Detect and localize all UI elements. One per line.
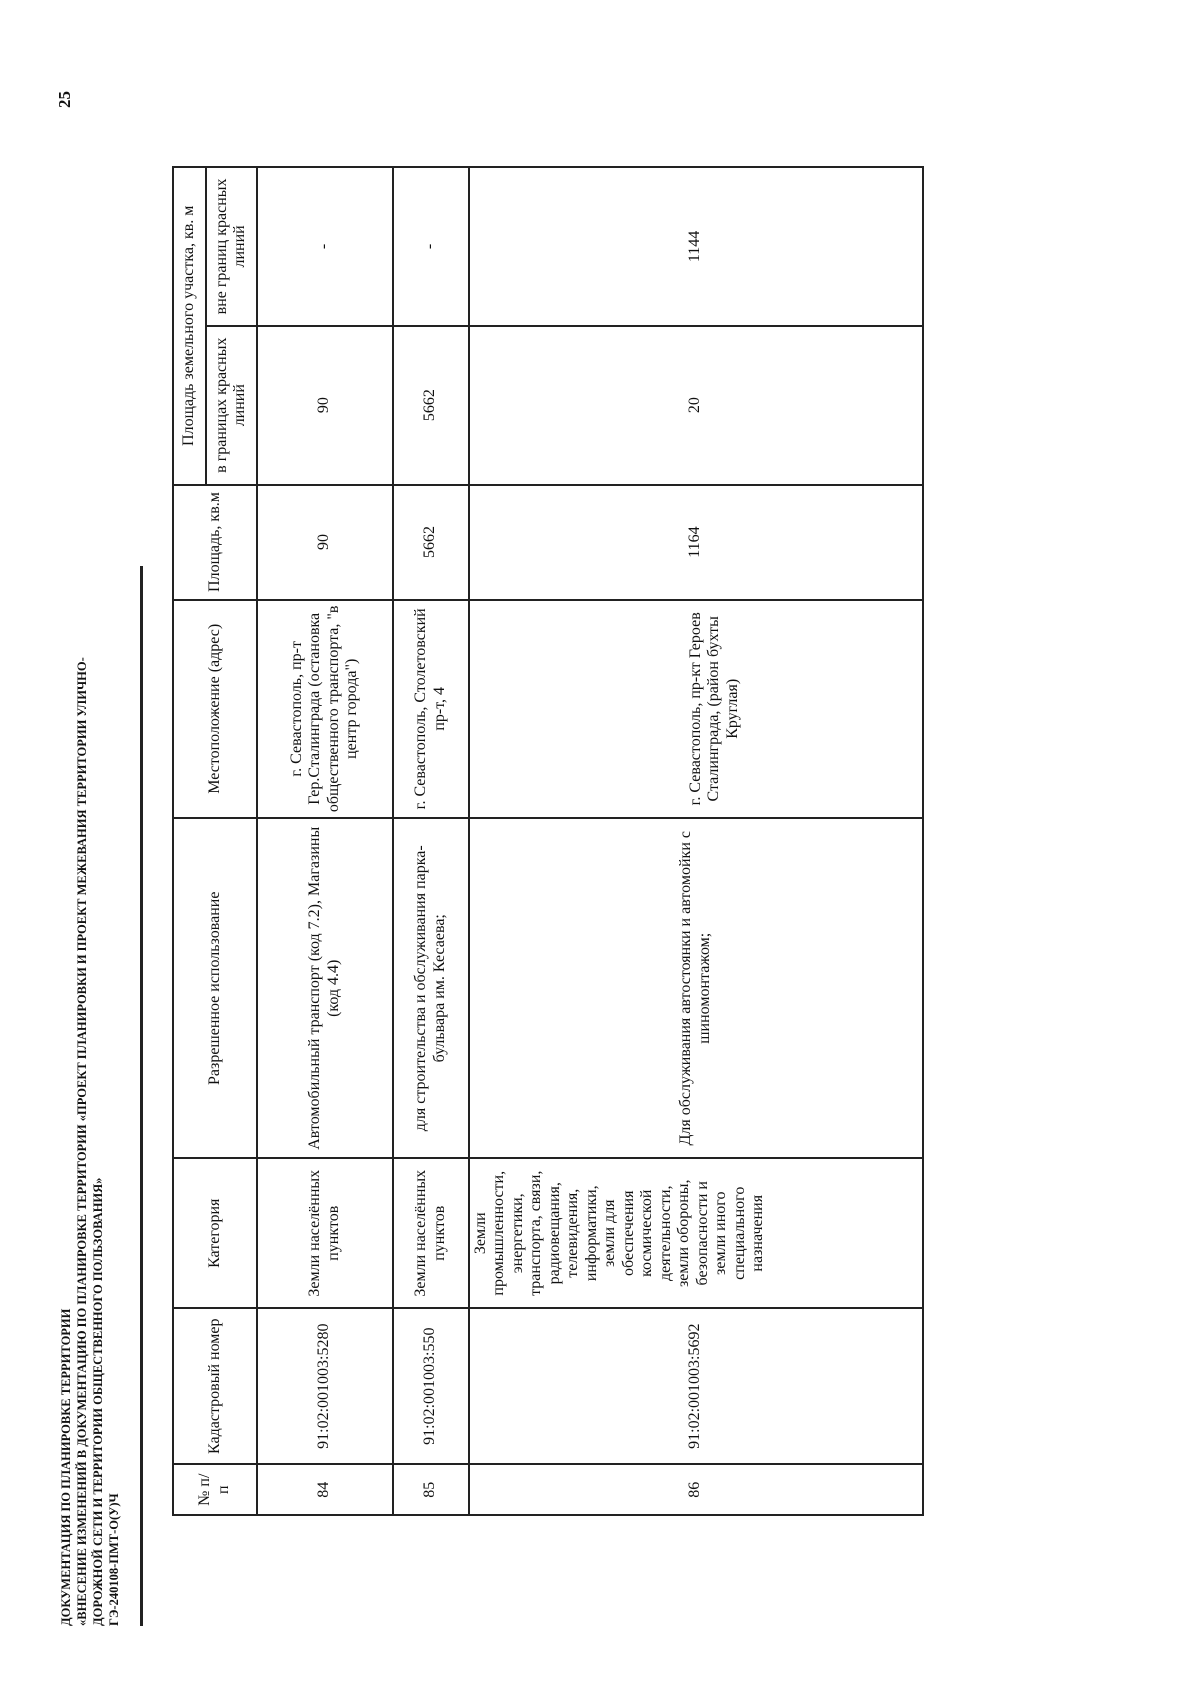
header-line: ДОРОЖНОЙ СЕТИ И ТЕРРИТОРИИ ОБЩЕСТВЕННОГО ПОЛЬЗОВАНИЯ» <box>91 1177 105 1626</box>
table-row <box>469 167 923 1515</box>
cell-cadastral: 91:02:001003:5280 <box>257 1308 393 1464</box>
cell-num: 85 <box>393 1464 469 1515</box>
table-header-row <box>173 167 206 1515</box>
cell-area: 1164 <box>469 485 923 600</box>
header-area: Площадь, кв.м <box>173 485 257 600</box>
header-line: «ВНЕСЕНИЕ ИЗМЕНЕНИЙ В ДОКУМЕНТАЦИЮ ПО ПЛАНИРОВКЕ ТЕРРИТОРИИ «ПРОЕКТ ПЛАНИРОВКИ И ПРОЕКТ МЕЖЕВАНИЯ ТЕРРИТОРИИ УЛИЧНО- <box>75 657 89 1626</box>
cell-area: 5662 <box>393 485 469 600</box>
cell-outside: - <box>257 167 393 326</box>
table-row <box>393 167 469 1515</box>
cell-outside: - <box>393 167 469 326</box>
land-plots-table <box>172 166 924 1516</box>
header-line: ДОКУМЕНТАЦИЯ ПО ПЛАНИРОВКЕ ТЕРРИТОРИИ <box>59 1308 73 1626</box>
header-inside: в границах красных линий <box>206 326 257 485</box>
cell-cadastral: 91:02:001003:550 <box>393 1308 469 1464</box>
cell-location: г. Севастополь, пр-кт Героев Сталинграда, (район бухты Круглая) <box>469 600 923 819</box>
header-location: Местоположение (адрес) <box>173 600 257 819</box>
header-line: ГЭ-240108-ПМТ-О(У)Ч <box>107 1493 121 1626</box>
cell-inside: 20 <box>469 326 923 485</box>
header-outside: вне границ красных линий <box>206 167 257 326</box>
cell-num: 86 <box>469 1464 923 1515</box>
table-row <box>257 167 393 1515</box>
cell-category: Земли населённых пунктов <box>393 1158 469 1308</box>
header-plot-area: Площадь земельного участка, кв. м <box>173 167 206 485</box>
cell-use: Автомобильный транспорт (код 7.2), Магазины (код 4.4) <box>257 818 393 1158</box>
cell-location: г. Севастополь, Столетовский пр-т, 4 <box>393 600 469 819</box>
header-num: № п/п <box>173 1464 257 1515</box>
cell-inside: 90 <box>257 326 393 485</box>
document-header <box>58 626 122 1626</box>
cell-area: 90 <box>257 485 393 600</box>
header-cadastral: Кадастровый номер <box>173 1308 257 1464</box>
header-divider <box>140 566 143 1626</box>
cell-category: Земли промышленности, энергетики, транспорта, связи, радиовещания, телевидения, информатики, земли для обеспечения космической деятельности, земли обороны, безопасности и земли иного специального назначения <box>469 1158 923 1308</box>
header-use: Разрешенное использование <box>173 818 257 1158</box>
cell-cadastral: 91:02:001003:5692 <box>469 1308 923 1464</box>
cell-use: Для обслуживания автостоянки и автомойки с шиномонтажом; <box>469 818 923 1158</box>
header-category: Категория <box>173 1158 257 1308</box>
cell-use: для строительства и обслуживания парка-бульвара им. Кесаева; <box>393 818 469 1158</box>
cell-num: 84 <box>257 1464 393 1515</box>
cell-inside: 5662 <box>393 326 469 485</box>
cell-location: г. Севастополь, пр-т Гер.Сталинграда (остановка общественного транспорта, "в центр города") <box>257 600 393 819</box>
cell-category: Земли населённых пунктов <box>257 1158 393 1308</box>
page-number: 25 <box>55 91 74 108</box>
cell-outside: 1144 <box>469 167 923 326</box>
